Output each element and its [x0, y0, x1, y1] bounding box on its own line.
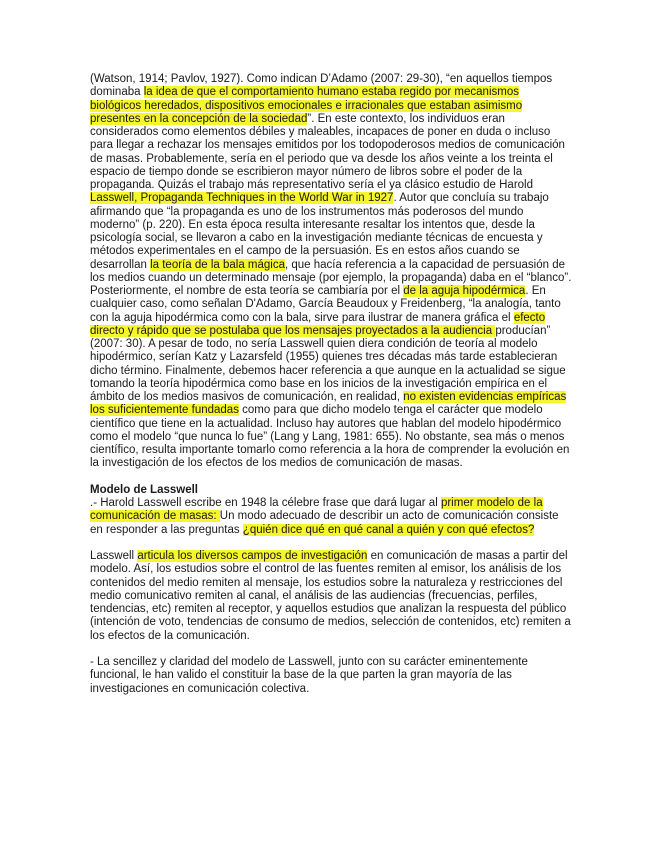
body-text: como para que dicho modelo tenga el carácter que modelo científico que tiene en la actualidad. Incluso hay autores que hablan del modelo hipodérmico como el modelo “que nunca lo fue” (Lang y Lang, 1981: 655). No obstante, sea más o menos científico, resulta importante tomarlo como referencia a la hora de comprender la evolución en la investigación de los efectos de los medios de comunicación de masas. [90, 404, 570, 470]
body-text: ”. En este contexto, los individuos eran considerados como elementos débiles y maleables, incapaces de poner en duda o incluso para llegar a rechazar los mensajes emitidos por los todopoderosos medios de comunicación de masas. Probablemente, sería en el periodo que va desde los años veinte a los treinta el espacio de tiempo donde se escribieron mayor número de libros sobre el poder de la propaganda. Quizás el trabajo más representativo sería el ya clásico estudio de Harold [90, 112, 565, 191]
section-heading: Modelo de Lasswell [90, 483, 198, 496]
highlighted-text: primer modelo de la comunicación de masas: [90, 497, 543, 523]
body-text: . En cualquier caso, como señalan D'Adamo, García Beaudoux y Freidenberg, “la analogía, tanto con la aguja hipodérmica como con la bala, sirve para ilustrar de manera gráfica el [90, 285, 561, 324]
paragraph-lasswell-question [90, 497, 572, 537]
highlighted-text: Lasswell, Propaganda Techniques in the World War in 1927 [90, 192, 394, 205]
body-text: .- Harold Lasswell escribe en 1948 la célebre frase que dará lugar al [90, 497, 441, 509]
document-body [90, 73, 572, 696]
highlighted-text: ¿quién dice qué en qué canal a quién y con qué efectos? [242, 523, 535, 536]
body-text: Un modo adecuado de describir un acto de comunicación consiste en responder a las preguntas [90, 510, 559, 536]
body-text: Lasswell [90, 550, 138, 562]
highlighted-text: la teoría de la bala mágica [150, 258, 285, 271]
paragraph-hypodermic-theory [90, 73, 572, 471]
body-text: (Watson, 1914; Pavlov, 1927). Como indican D’Adamo (2007: 29-30), “en aquellos tiempos dominaba [90, 73, 553, 99]
paragraph-research-fields [90, 550, 572, 643]
highlighted-text: efecto directo y rápido que se postulaba que los mensajes proyectados a la audiencia [90, 311, 546, 337]
highlighted-text: de la aguja hipodérmica [403, 285, 526, 297]
highlighted-text: la idea de que el comportamiento humano estaba regido por mecanismos biológicos heredados, dispositivos emocionales e irracionales que estaban asimismo presentes en la concepción de la sociedad [90, 86, 523, 125]
highlighted-text: articula los diversos campos de investigación [137, 550, 368, 562]
body-text: - La sencillez y claridad del modelo de Lasswell, junto con su carácter eminentemente funcional, le han valido el constituir la base de la que parten la gran mayoría de las investigaciones en comunicación colectiva. [90, 656, 528, 695]
body-text: , que hacía referencia a la capacidad de persuasión de los medios cuando un determinado mensaje (por ejemplo, la propaganda) daba en el “blanco”. Posteriormente, el nombre de esta teoría se cambiaría por el [90, 258, 572, 297]
body-text: . Autor que concluía su trabajo afirmando que “la propaganda es uno de los instrumentos más poderosos del mundo moderno” (p. 220). En esta época resulta interesante resaltar los intentos que, desde la psicología social, se llevaron a cabo en la investigación mediante técnicas de encuesta y métodos experimentales en el campo de la persuasión. Es en estos años cuando se desarrollan [90, 192, 549, 271]
highlighted-text: no existen evidencias empíricas los suficientemente fundadas [90, 391, 567, 417]
paragraph-simplicity [90, 656, 572, 696]
body-text: en comunicación de masas a partir del modelo. Así, los estudios sobre el control de las fuentes remiten al emisor, los análisis de los contenidos del medio remiten al mensaje, los estudios sobre la naturaleza y restricciones del medio comunicativo remiten al canal, el análisis de las audiencias (frecuencias, perfiles, tendencias, etc) remiten al receptor, y aquellos estudios que analizan la respuesta del público (intención de voto, tendencias de consumo de medios, selección de contenidos, etc) remiten a los efectos de la comunicación. [90, 550, 571, 642]
body-text: producían” (2007: 30). A pesar de todo, no sería Lasswell quien diera condición de teoría al modelo hipodérmico, serían Katz y Lazarsfeld (1955) quienes tres décadas más tarde establecieran dicho término. Finalmente, debemos hacer referencia a que aunque en la actualidad se sigue tomando la teoría hipodérmica como base en los inicios de la investigación empírica en el ámbito de los medios masivos de comunicación, en realidad, [90, 324, 566, 403]
